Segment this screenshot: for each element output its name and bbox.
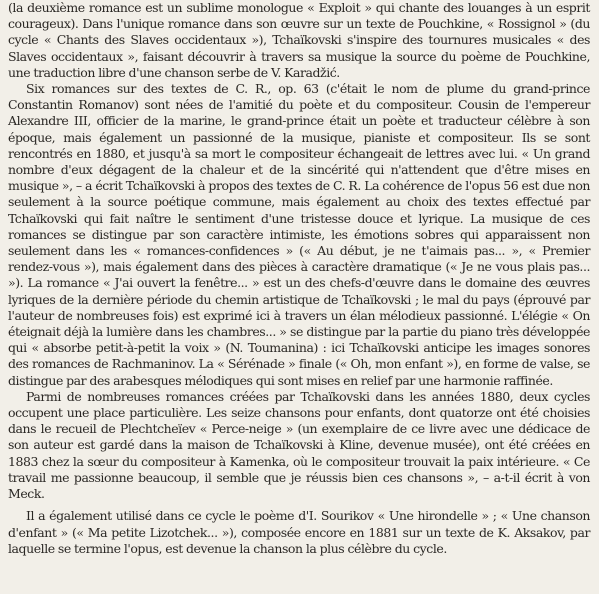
paragraph-3: Parmi de nombreuses romances créées par Tchaïkovski dans les années 1880, deux cycles occupent une place particulière. Les seize chansons pour enfants, dont quatorze ont été choisies dans le recueil de Plechtcheïev « Perce-neige » (un exemplaire de ce livre avec une dédicace de son auteur est gardé dans la maison de Tchaïkovski à Kline, devenue musée), ont été créées en 1883 chez la sœur du compositeur à Kamenka, où le compositeur trouvait la paix intérieure. « Ce travail me passionne beaucoup, il semble que je réussis bien ces chansons », – a-t-il écrit à von Meck. xyxy=(8,388,590,502)
text-column xyxy=(8,0,590,557)
paragraph-1: (la deuxième romance est un sublime monologue « Exploit » qui chante des louanges à un esprit courageux). Dans l'unique romance dans son œuvre sur un texte de Pouchkine, « Rossignol » (du cycle « Chants des Slaves occidentaux »), Tchaïkovski s'inspire des tournures musicales « des Slaves occidentaux », faisant découvrir à travers sa musique la source du poème de Pouchkine, une traduction libre d'une chanson serbe de V. Karadžić. xyxy=(8,0,590,80)
paragraph-4: Il a également utilisé dans ce cycle le poème d'I. Sourikov « Une hirondelle » ; « Une chanson d'enfant » (« Ma petite Lizotchek... »), composée encore en 1881 sur un texte de K. Aksakov, par laquelle se termine l'opus, est devenue la chanson la plus célèbre du cycle. xyxy=(8,508,590,556)
paragraph-2: Six romances sur des textes de C. R., op. 63 (c'était le nom de plume du grand-prince Constantin Romanov) sont nées de l'amitié du poète et du compositeur. Cousin de l'empereur Alexandre III, officier de la marine, le grand-prince était un poète et traducteur célèbre à son époque, mais également un passionné de la musique, pianiste et compositeur. Ils se sont rencontrés en 1880, et jusqu'à sa mort le compositeur échangeait de lettres avec lui. « Un grand nombre d'eux dégagent de la chaleur et de la sincérité qui n'attendent que d'être mises en musique », – a écrit Tchaïkovski à propos des textes de C. R. La cohérence de l'opus 56 est due non seulement à la source poétique commune, mais également au choix des textes effectué par Tchaïkovski qui fait naître le sentiment d'une tristesse douce et lyrique. La musique de ces romances se distingue par son caractère intimiste, les émotions sobres qui apparaissent non seulement dans les « romances-confidences » (« Au début, je ne t'aimais pas... », « Premier rendez-vous »), mais également dans des pièces à caractère dramatique (« Je ne vous plais pas... »). La romance « J'ai ouvert la fenêtre... » est un des chefs-d'œuvre dans le domaine des œuvres lyriques de la dernière période du chemin artistique de Tchaïkovski ; le mal du pays (éprouvé par l'auteur de nombreuses fois) est exprimé ici à travers un élan mélodieux passionné. L'élégie « On éteignait déjà la lumière dans les chambres... » se distingue par la partie du piano très développée qui « absorbe petit-à-petit la voix » (N. Toumanina) : ici Tchaïkovski anticipe les images sonores des romances de Rachmaninov. La « Sérénade » finale (« Oh, mon enfant »), en forme de valse, se distingue par des arabesques mélodiques qui sont mises en relief par une harmonie raffinée. xyxy=(8,81,590,388)
